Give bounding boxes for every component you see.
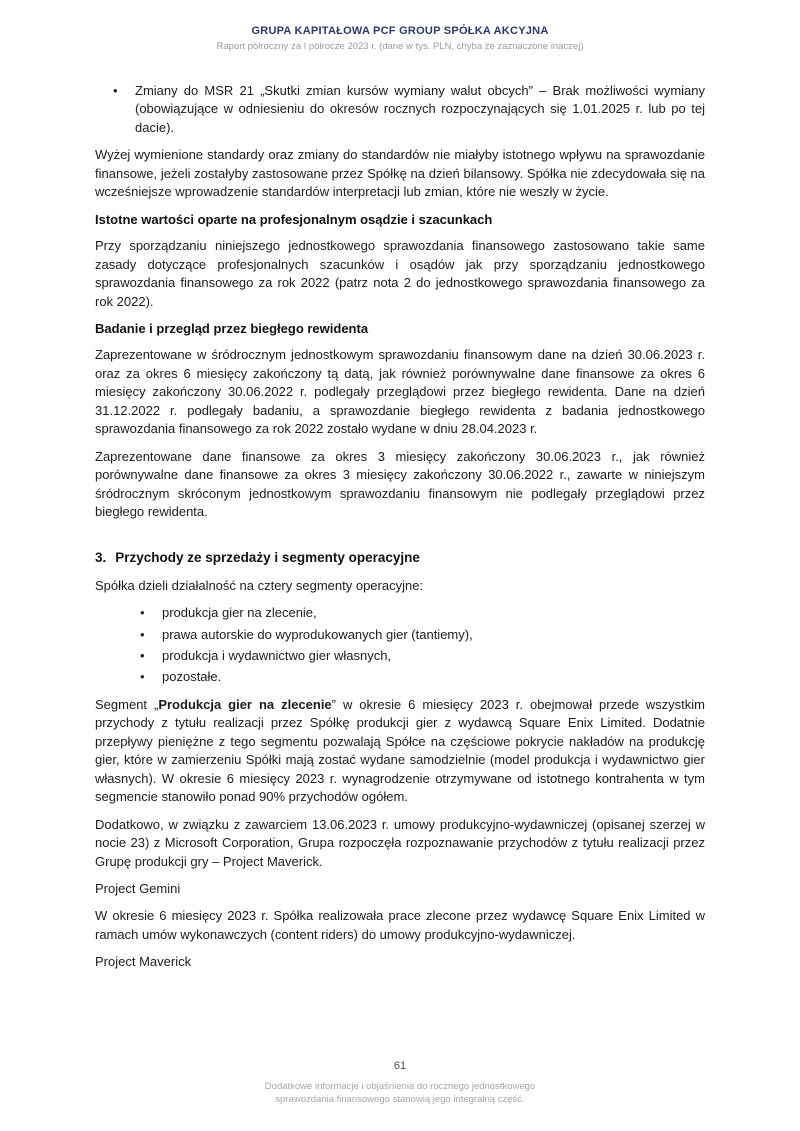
paragraph-audit-2: Zaprezentowane dane finansowe za okres 3 miesięcy zakończony 30.06.2023 r., jak również porównywalne dane finansowe za okres 3 miesięcy zakończony 30.06.2022 r., zawarte w niniejszym śródrocznym skróconym jednostkowym sprawozdaniu finansowym nie podlegały przeglądowi przez biegłego rewidenta. (95, 448, 705, 520)
bullet-icon: • (140, 605, 145, 621)
section-number: 3. (95, 549, 107, 565)
list-item (95, 604, 705, 622)
paragraph-project-maverick: Project Maverick (95, 954, 192, 970)
heading-estimates: Istotne wartości oparte na profesjonalnym osądzie i szacunkach (95, 211, 493, 227)
paragraph-gemini-detail: W okresie 6 miesięcy 2023 r. Spółka realizowała prace zlecone przez wydawcę Square Enix Limited w ramach umów wykonawczych (content riders) do umowy produkcyjno-wydawniczej. (95, 908, 705, 942)
bullet-icon: • (140, 669, 145, 685)
document-body (0, 52, 800, 972)
page-footer (0, 1060, 800, 1107)
paragraph-estimates: Przy sporządzaniu niniejszego jednostkowego sprawozdania finansowego zastosowano takie same zasady dotyczące profesjonalnych szacunków i osądów jak przy sporządzaniu jednostkowego sprawozdania finansowego za rok 2022 (patrz nota 2 do jednostkowego sprawozdania finansowego za rok 2022). (95, 238, 705, 309)
bullet-icon: • (113, 83, 118, 98)
segment-para-rest: ” w okresie 6 miesięcy 2023 r. obejmował przede wszystkim przychody z tytułu realizacji przez Spółkę produkcji gier z wydawcą Square Enix Limited. Dodatnie przepływy pieniężne z tego segmentu pozwalają Spółce na częściowe pokrycie nakładów na produkcję gier, które w zamierzeniu Spółki mają zostać wydane samodzielnie (model produkcja i wydawnictwo gier własnych). W okresie 6 miesięcy 2023 r. wynagrodzenie otrzymywane od istotnego kontrahenta w tym segmencie stanowiło ponad 90% przychodów ogółem. (95, 696, 705, 805)
footer-note-line-2: sprawozdania finansowego stanowią jego integralną część. (275, 1094, 525, 1106)
footer-note (0, 1081, 800, 1107)
list-item-text: produkcja gier na zlecenie, (162, 605, 317, 621)
paragraph-standards: Wyżej wymienione standardy oraz zmiany do standardów nie miałyby istotnego wpływu na sprawozdanie finansowe, jeżeli zostałyby zastosowane przez Spółkę na dzień bilansowy. Spółka nie zdecydowała się na wcześniejsze wprowadzenie standardów interpretacji lub zmian, które nie weszły w życie. (95, 147, 705, 200)
heading-audit: Badanie i przegląd przez biegłego rewidenta (95, 320, 369, 336)
list-item-text: produkcja i wydawnictwo gier własnych, (162, 648, 392, 664)
paragraph-project-gemini: Project Gemini (95, 881, 181, 897)
list-item-text: prawa autorskie do wyprodukowanych gier (tantiemy), (162, 626, 473, 642)
list-item (95, 647, 705, 665)
segments-list (95, 604, 705, 687)
paragraph-segment-production (95, 696, 705, 807)
section-heading-3 (95, 548, 705, 567)
page-number: 61 (393, 1060, 407, 1073)
bullet-icon: • (140, 626, 145, 642)
company-name: GRUPA KAPITAŁOWA PCF GROUP SPÓŁKA AKCYJNA (251, 25, 549, 37)
list-item-text: pozostałe. (162, 669, 222, 685)
bullet-icon: • (140, 648, 145, 664)
footer-note-line-1: Dodatkowe informacje i objaśnienia do rocznego jednostkowego (264, 1081, 536, 1093)
list-item-text: Zmiany do MSR 21 „Skutki zmian kursów wymiany walut obcych” – Brak możliwości wymiany (obowiązujące w odniesieniu do okresów rocznych rozpoczynających się 1.01.2025 r. lub po tej dacie). (135, 83, 705, 135)
list-item-msr21 (95, 82, 705, 137)
report-header (0, 0, 800, 52)
list-item (95, 668, 705, 686)
paragraph-audit-1: Zaprezentowane w śródrocznym jednostkowym sprawozdaniu finansowym dane na dzień 30.06.2023 r. oraz za okres 6 miesięcy zakończony tą datą, jak również porównywalne dane finansowe za okres 6 miesięcy zakończony 30.06.2022 r. podlegały przeglądowi przez biegłego rewidenta. Dane na dzień 31.12.2022 r. podlegały badaniu, a sprawozdanie biegłego rewidenta z badania jednostkowego sprawozdania finansowego za rok 2022 zostało wydane w dniu 28.04.2023 r. (95, 347, 705, 437)
section-title: Przychody ze sprzedaży i segmenty operacyjne (115, 549, 420, 565)
paragraph-segments-intro: Spółka dzieli działalność na cztery segmenty operacyjne: (95, 577, 424, 593)
list-item (95, 626, 705, 644)
segment-para-prefix: Segment „ (95, 696, 159, 712)
report-subtitle: Raport półroczny za I półrocze 2023 r. (dane w tys. PLN, chyba że zaznaczone inaczej) (216, 41, 584, 52)
segment-para-bold: Produkcja gier na zlecenie (158, 696, 332, 712)
paragraph-microsoft: Dodatkowo, w związku z zawarciem 13.06.2023 r. umowy produkcyjno-wydawniczej (opisanej szerzej w nocie 23) z Microsoft Corporation, Grupa rozpoczęła rozpoznawanie przychodów z tytułu realizacji przez Grupę produkcji gry – Project Maverick. (95, 816, 705, 869)
